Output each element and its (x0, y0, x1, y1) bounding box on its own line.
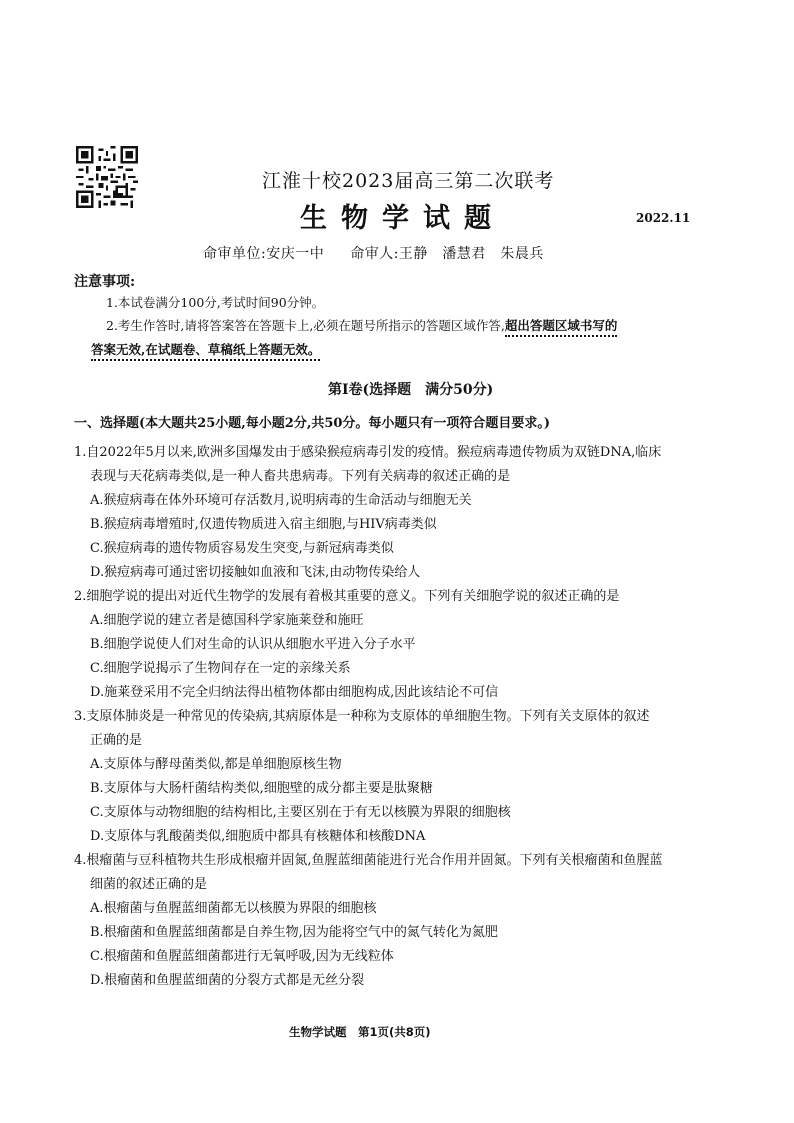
question-1-stem-continued: 表现与天花病毒类似,是一种人畜共患病毒。下列有关病毒的叙述正确的是 (90, 469, 511, 484)
page-footer: 生物学试题 第1页(共8页) (289, 1025, 431, 1039)
question-3-option-c: C.支原体与动物细胞的结构相比,主要区别在于有无以核膜为界限的细胞核 (90, 805, 511, 820)
question-3-stem-continued: 正确的是 (90, 733, 143, 748)
question-2-option-a: A.细胞学说的建立者是德国科学家施莱登和施旺 (90, 613, 364, 628)
question-4-stem-continued: 细菌的叙述正确的是 (90, 877, 208, 892)
part-heading: 一、选择题(本大题共25小题,每小题2分,共50分。每小题只有一项符合题目要求。) (74, 416, 551, 431)
notice-item-2 (106, 316, 617, 334)
question-1-option-a: A.猴痘病毒在体外环境可存活数月,说明病毒的生命活动与细胞无关 (90, 493, 472, 508)
question-3-option-b: B.支原体与大肠杆菌结构类似,细胞壁的成分都主要是肽聚糖 (90, 781, 433, 796)
question-2-option-d: D.施莱登采用不完全归纳法得出植物体都由细胞构成,因此该结论不可信 (90, 685, 499, 700)
question-1-option-d: D.猴痘病毒可通过密切接触如血液和飞沫,由动物传染给人 (90, 565, 421, 580)
question-3-stem: 3.支原体肺炎是一种常见的传染病,其病原体是一种称为支原体的单细胞生物。下列有关支原体的叙述 (74, 709, 650, 724)
question-3-option-d: D.支原体与乳酸菌类似,细胞质中都具有核糖体和核酸DNA (90, 829, 426, 844)
question-4-stem: 4.根瘤菌与豆科植物共生形成根瘤并固氮,鱼腥蓝细菌能进行光合作用并固氮。下列有关根瘤菌和鱼腥蓝 (74, 853, 663, 868)
subject-title: 生物学试题 (300, 203, 505, 234)
question-3-option-a: A.支原体与酵母菌类似,都是单细胞原核生物 (90, 757, 342, 772)
question-4-option-a: A.根瘤菌与鱼腥蓝细菌都无以核膜为界限的细胞核 (90, 901, 377, 916)
question-2-stem: 2.细胞学说的提出对近代生物学的发展有着极其重要的意义。下列有关细胞学说的叙述正确的是 (74, 589, 620, 604)
question-4-option-d: D.根瘤菌和鱼腥蓝细菌的分裂方式都是无丝分裂 (90, 973, 365, 988)
notice-title: 注意事项: (74, 274, 136, 290)
question-1-option-c: C.猴痘病毒的遗传物质容易发生突变,与新冠病毒类似 (90, 541, 394, 556)
exam-date: 2022.11 (636, 211, 691, 225)
question-2-option-c: C.细胞学说揭示了生物间存在一定的亲缘关系 (90, 661, 351, 676)
question-1-option-b: B.猴痘病毒增殖时,仅遗传物质进入宿主细胞,与HIV病毒类似 (90, 517, 437, 532)
unit-label: 命审单位:安庆一中 (203, 246, 325, 262)
notice-item-2-emphasis: 超出答题区域书写的 (505, 318, 618, 337)
notice-item-2-text: 2.考生作答时,请将答案答在答题卡上,必须在题号所指示的答题区域作答, (106, 318, 505, 333)
question-1-stem: 1.自2022年5月以来,欧洲多国爆发由于感染猴痘病毒引发的疫情。猴痘病毒遗传物质为双链DNA,临床 (74, 445, 662, 460)
notice-item-2-continued (91, 340, 320, 358)
qr-code-icon (76, 146, 138, 208)
notice-item-2-emphasis-continued: 答案无效,在试题卷、草稿纸上答题无效。 (91, 342, 320, 361)
exam-name: 江淮十校2023届高三第二次联考 (262, 170, 555, 192)
question-4-option-c: C.根瘤菌和鱼腥蓝细菌都进行无氧呼吸,因为无线粒体 (90, 949, 394, 964)
section-title: 第Ⅰ卷(选择题 满分50分) (328, 382, 494, 398)
question-4-option-b: B.根瘤菌和鱼腥蓝细菌都是自养生物,因为能将空气中的氮气转化为氮肥 (90, 925, 498, 940)
question-2-option-b: B.细胞学说使人们对生命的认识从细胞水平进入分子水平 (90, 637, 416, 652)
notice-item-1: 1.本试卷满分100分,考试时间90分钟。 (106, 295, 325, 310)
author-label: 命审人:王静 潘慧君 朱晨兵 (350, 246, 544, 262)
author-line (203, 243, 544, 263)
